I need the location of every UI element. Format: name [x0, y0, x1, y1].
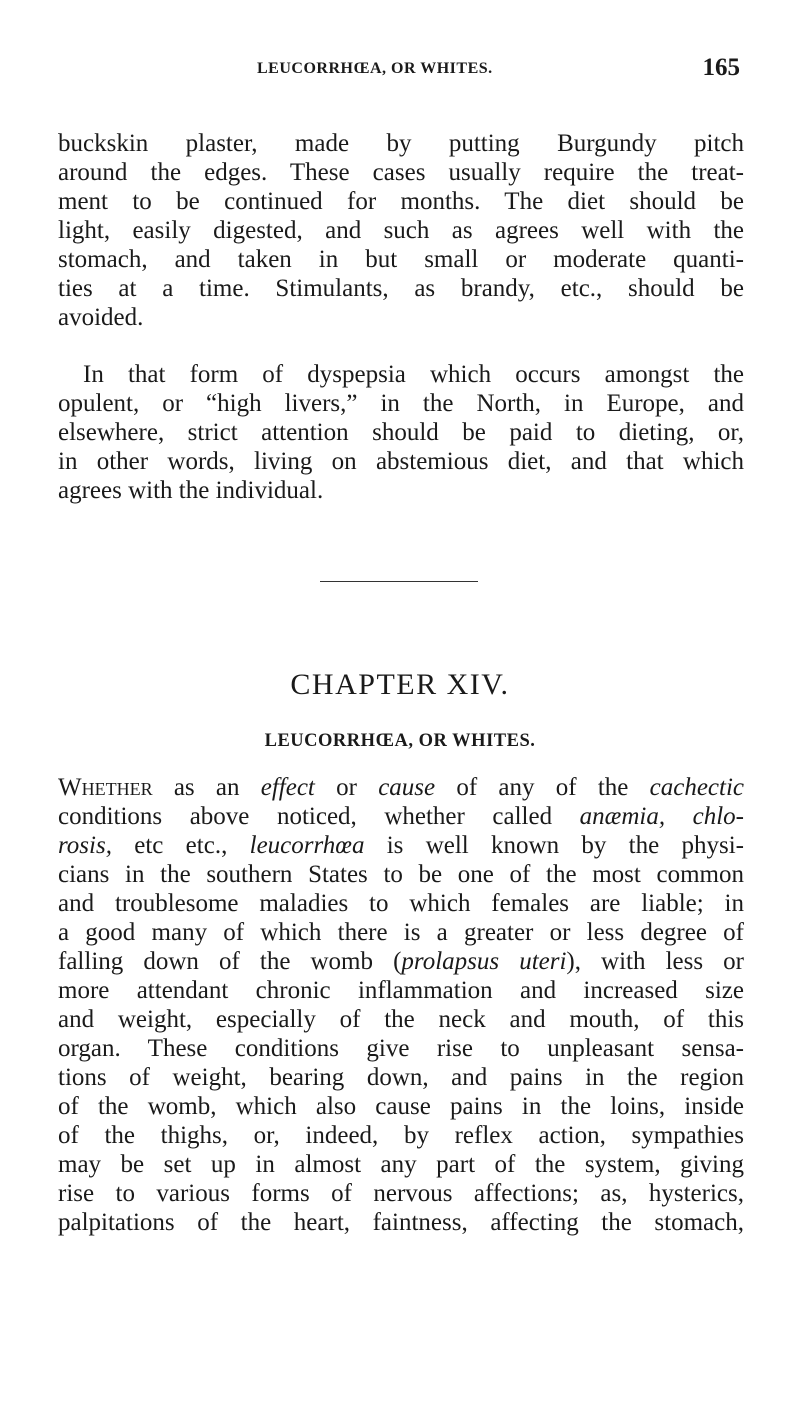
text-line: buckskin plaster, made by putting Burgundy pitch: [58, 130, 744, 157]
text-line: cians in the southern States to be one of the most common: [58, 861, 744, 888]
lead-word: Whether: [58, 774, 153, 801]
paragraph-1: [58, 129, 744, 332]
text-run: [665, 803, 693, 830]
text-line: [58, 831, 744, 860]
paragraph-2: [58, 360, 744, 505]
paragraph-3: [58, 773, 744, 1237]
text-line: In that form of dyspepsia which occurs amongst the: [83, 361, 744, 388]
text-line: around the edges. These cases usually require the treat-: [58, 159, 744, 186]
text-line: a good many of which there is a greater or less degree of: [58, 919, 744, 946]
italic-term: effect: [260, 774, 315, 801]
text-line: and troublesome maladies to which females are liable; in: [58, 890, 744, 917]
text-run: ), with less or: [566, 948, 744, 975]
text-run: etc etc.,: [111, 832, 250, 859]
text-line: light, easily digested, and such as agrees well with the: [58, 217, 744, 244]
text-line: elsewhere, strict attention should be paid to dieting, or,: [58, 419, 744, 446]
text-line: ment to be continued for months. The diet should be: [58, 188, 744, 215]
text-line: and weight, especially of the neck and mouth, of this: [58, 1006, 744, 1033]
text-run: conditions above noticed, whether called: [58, 803, 580, 830]
running-head: LEUCORRHŒA, OR WHITES.: [257, 60, 493, 77]
chapter-subtitle: LEUCORRHŒA, OR WHITES.: [264, 731, 536, 751]
text-line: agrees with the individual.: [58, 477, 324, 504]
text-line: may be set up in almost any part of the system, giving: [58, 1151, 744, 1178]
text-line: avoided.: [58, 304, 144, 331]
text-line: more attendant chronic inflammation and increased size: [58, 977, 744, 1004]
text-run: as an: [152, 774, 261, 801]
text-line: in other words, living on abstemious diet, and that which: [58, 448, 744, 475]
text-line: stomach, and taken in but small or moderate quanti-: [58, 246, 744, 273]
text-line: of the thighs, or, indeed, by reflex action, sympathies: [58, 1122, 744, 1149]
text-run: is well known by the physi-: [364, 832, 744, 859]
text-line: tions of weight, bearing down, and pains in the region: [58, 1064, 744, 1091]
italic-term: anæmia,: [579, 803, 666, 830]
text-line: ties at a time. Stimulants, as brandy, etc., should be: [58, 275, 744, 302]
text-run: or: [314, 774, 379, 801]
text-run: of any of the: [435, 774, 650, 801]
italic-term: prolapsus uteri: [401, 948, 567, 975]
section-divider: [320, 581, 478, 582]
chapter-title: CHAPTER XIV.: [290, 668, 510, 701]
text-line: organ. These conditions give rise to unpleasant sensa-: [58, 1035, 744, 1062]
text-line: of the womb, which also cause pains in the loins, inside: [58, 1093, 744, 1120]
text-line: opulent, or “high livers,” in the North, in Europe, and: [58, 390, 744, 417]
text-line: [58, 947, 744, 976]
text-line: [58, 773, 744, 802]
italic-term: chlo-: [692, 803, 745, 830]
page-number: 165: [702, 54, 740, 81]
text-line: [58, 802, 744, 831]
italic-term: cachectic: [649, 774, 744, 801]
text-run: falling down of the womb (: [58, 948, 402, 975]
italic-term: leucorrhœa: [249, 832, 365, 859]
italic-term: cause: [378, 774, 436, 801]
text-line: rise to various forms of nervous affections; as, hysterics,: [58, 1180, 744, 1207]
italic-term: rosis,: [58, 832, 112, 859]
text-line: palpitations of the heart, faintness, affecting the stomach,: [58, 1209, 744, 1236]
